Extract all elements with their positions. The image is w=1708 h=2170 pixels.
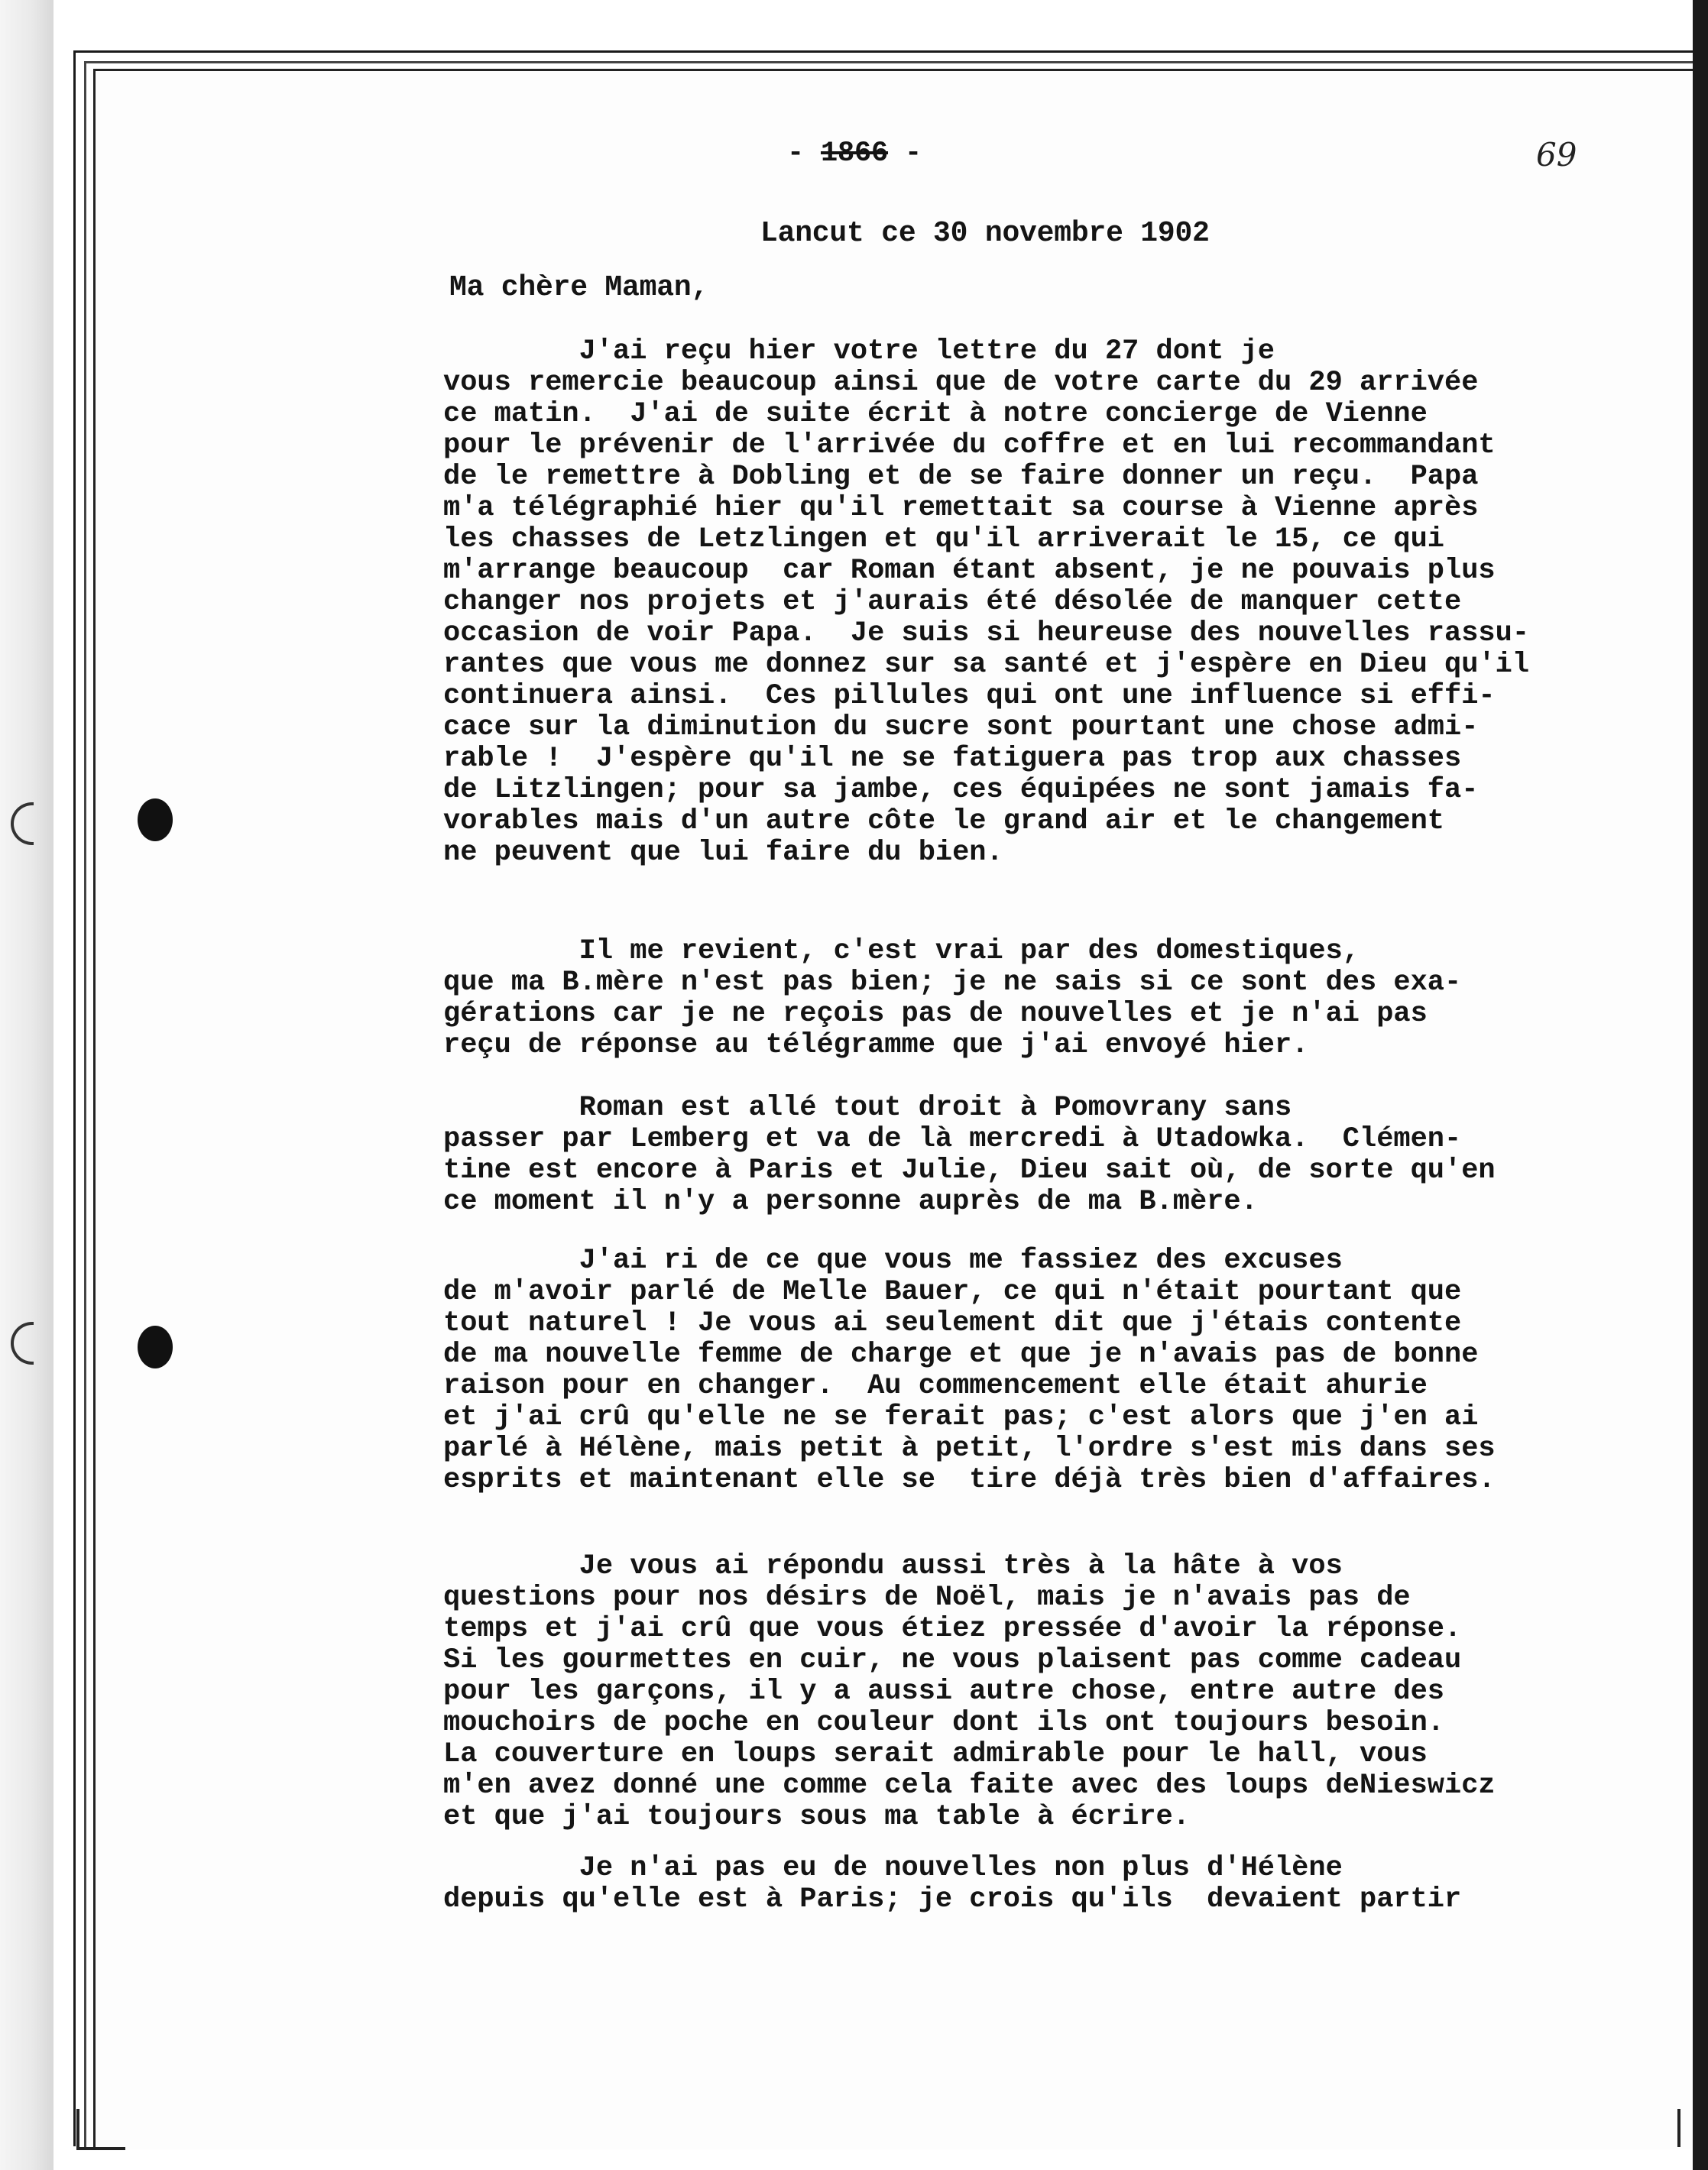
- paragraph: [443, 336, 1681, 869]
- corner-mark: [1677, 2109, 1691, 2147]
- text-line: cace sur la diminution du sucre sont pourtant une chose admi-: [443, 711, 1479, 743]
- text-line: raison pour en changer. Au commencement elle était ahurie: [443, 1370, 1428, 1402]
- text-line: Roman est allé tout droit à Pomovrany sans: [443, 1092, 1292, 1124]
- text-line: ne peuvent que lui faire du bien.: [443, 837, 1003, 869]
- text-line: reçu de réponse au télégramme que j'ai envoyé hier.: [443, 1029, 1309, 1061]
- text-line: Je n'ai pas eu de nouvelles non plus d'Hélène: [443, 1852, 1343, 1884]
- text-line: occasion de voir Papa. Je suis si heureuse des nouvelles rassu-: [443, 617, 1530, 649]
- text-line: tout naturel ! Je vous ai seulement dit que j'étais contente: [443, 1307, 1462, 1339]
- paragraph: [443, 936, 1681, 1061]
- text-line: rable ! J'espère qu'il ne se fatiguera pas trop aux chasses: [443, 743, 1462, 775]
- text-line: m'arrange beaucoup car Roman étant absent, je ne pouvais plus: [443, 555, 1496, 587]
- paragraph: [443, 1093, 1681, 1218]
- text-line: parlé à Hélène, mais petit à petit, l'ordre s'est mis dans ses: [443, 1433, 1496, 1465]
- place-date: Lancut ce 30 novembre 1902: [760, 217, 1210, 250]
- text-line: de m'avoir parlé de Melle Bauer, ce qui n'était pourtant que: [443, 1276, 1462, 1308]
- text-line: pour le prévenir de l'arrivée du coffre et en lui recommandant: [443, 429, 1496, 462]
- text-line: esprits et maintenant elle se tire déjà très bien d'affaires.: [443, 1464, 1496, 1496]
- text-line: et que j'ai toujours sous ma table à écrire.: [443, 1801, 1190, 1833]
- text-line: de le remettre à Dobling et de se faire donner un reçu. Papa: [443, 461, 1479, 493]
- text-line: changer nos projets et j'aurais été désolée de manquer cette: [443, 586, 1462, 618]
- text-line: ce matin. J'ai de suite écrit à notre concierge de Vienne: [443, 398, 1428, 430]
- corner-mark: [76, 2109, 125, 2150]
- paragraph: [443, 1551, 1681, 1833]
- paragraph: [443, 1853, 1681, 1916]
- text-line: gérations car je ne reçois pas de nouvelles et je n'ai pas: [443, 998, 1428, 1030]
- text-line: passer par Lemberg et va de là mercredi à Utadowka. Clémen-: [443, 1123, 1462, 1155]
- text-line: temps et j'ai crû que vous étiez pressée d'avoir la réponse.: [443, 1613, 1462, 1645]
- paragraph: [443, 1245, 1681, 1496]
- text-line: Je vous ai répondu aussi très à la hâte à vos: [443, 1550, 1343, 1582]
- text-line: ce moment il n'y a personne auprès de ma B.mère.: [443, 1186, 1258, 1218]
- text-line: de ma nouvelle femme de charge et que je n'avais pas de bonne: [443, 1339, 1479, 1371]
- page-number: 69: [1536, 136, 1577, 173]
- text-line: vous remercie beaucoup ainsi que de votre carte du 29 arrivée: [443, 367, 1479, 399]
- text-line: pour les garçons, il y a aussi autre chose, entre autre des: [443, 1676, 1445, 1708]
- text-line: J'ai reçu hier votre lettre du 27 dont je: [443, 335, 1275, 368]
- text-line: m'a télégraphié hier qu'il remettait sa course à Vienne après: [443, 492, 1479, 524]
- punch-hole: [138, 798, 173, 841]
- text-line: depuis qu'elle est à Paris; je crois qu'ils devaient partir: [443, 1883, 1462, 1916]
- folio-number: - 1866 -: [787, 138, 922, 170]
- text-line: J'ai ri de ce que vous me fassiez des excuses: [443, 1245, 1343, 1277]
- text-line: Il me revient, c'est vrai par des domestiques,: [443, 935, 1360, 967]
- text-line: tine est encore à Paris et Julie, Dieu sait où, de sorte qu'en: [443, 1155, 1496, 1187]
- text-line: rantes que vous me donnez sur sa santé et j'espère en Dieu qu'il: [443, 649, 1530, 681]
- text-line: m'en avez donné une comme cela faite avec des loups deNieswicz: [443, 1770, 1496, 1802]
- scan-right-border: [1693, 0, 1708, 2170]
- salutation: Ma chère Maman,: [449, 271, 709, 304]
- text-line: les chasses de Letzlingen et qu'il arriverait le 15, ce qui: [443, 523, 1445, 555]
- scan-margin: [0, 0, 53, 2170]
- text-line: questions pour nos désirs de Noël, mais je n'avais pas de: [443, 1582, 1411, 1614]
- text-line: continuera ainsi. Ces pillules qui ont une influence si effi-: [443, 680, 1496, 712]
- text-line: de Litzlingen; pour sa jambe, ces équipées ne sont jamais fa-: [443, 774, 1479, 806]
- text-line: et j'ai crû qu'elle ne se ferait pas; c'est alors que j'en ai: [443, 1401, 1479, 1433]
- text-line: mouchoirs de poche en couleur dont ils ont toujours besoin.: [443, 1707, 1445, 1739]
- punch-hole: [138, 1326, 173, 1368]
- text-line: que ma B.mère n'est pas bien; je ne sais si ce sont des exa-: [443, 967, 1462, 999]
- text-line: Si les gourmettes en cuir, ne vous plaisent pas comme cadeau: [443, 1644, 1462, 1676]
- text-line: vorables mais d'un autre côte le grand air et le changement: [443, 805, 1445, 837]
- text-line: La couverture en loups serait admirable pour le hall, vous: [443, 1738, 1428, 1770]
